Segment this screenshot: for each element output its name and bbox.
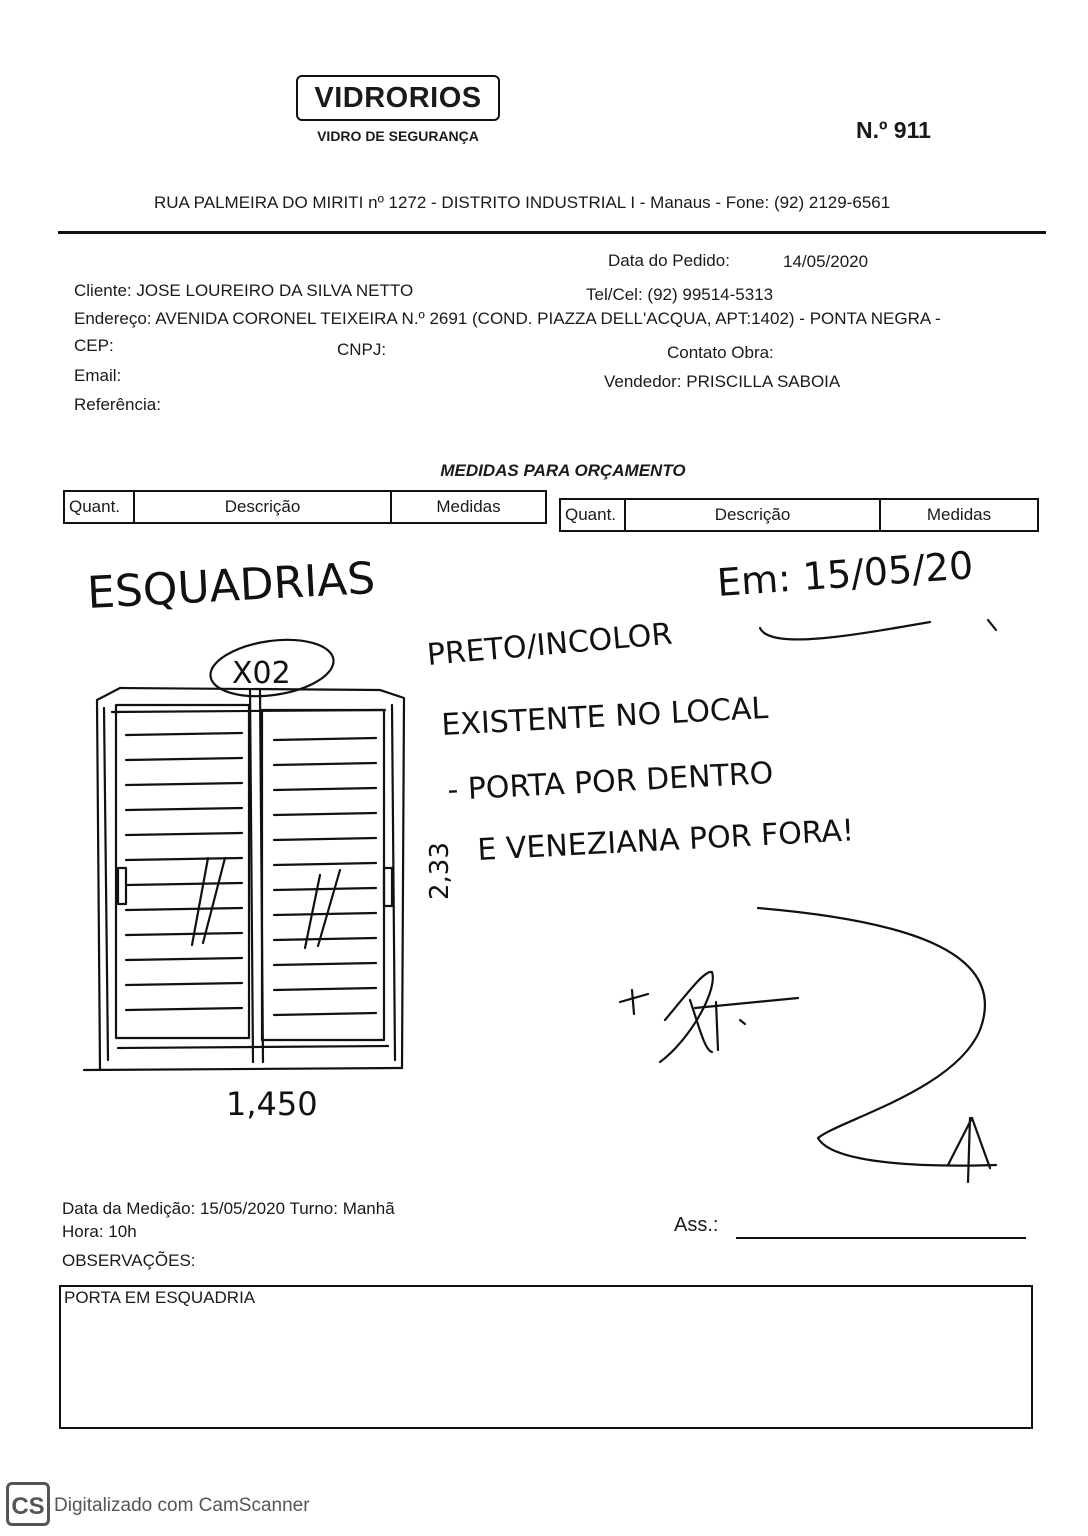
company-logo: VIDRORIOS: [296, 75, 500, 121]
section-title: MEDIDAS PARA ORÇAMENTO: [440, 461, 686, 480]
col-quant: Quant.: [64, 491, 134, 523]
company-address: RUA PALMEIRA DO MIRITI nº 1272 - DISTRITO INDUSTRIAL I - Manaus - Fone: (92) 2129-6561: [154, 193, 891, 212]
hw-note-line3: - PORTA POR DENTRO: [446, 755, 775, 808]
reference: Referência:: [74, 395, 161, 414]
hw-note-line1: PRETO/INCOLOR: [425, 616, 674, 673]
col-quant: Quant.: [560, 499, 625, 531]
camscanner-watermark: Digitalizado com CamScanner: [54, 1495, 310, 1516]
order-number: N.º 911: [856, 117, 931, 143]
observations-text: PORTA EM ESQUADRIA: [64, 1288, 256, 1307]
observations-label: OBSERVAÇÕES:: [62, 1251, 196, 1270]
client-cep: CEP:: [74, 336, 114, 355]
signature-label: Ass.:: [674, 1214, 719, 1236]
hw-heading: ESQUADRIAS: [85, 552, 377, 619]
observations-box: [59, 1285, 1033, 1429]
hw-date-note: Em: 15/05/20: [715, 543, 975, 605]
client-phone: Tel/Cel: (92) 99514-5313: [586, 285, 774, 304]
hw-note-line4: E VENEZIANA POR FORA!: [476, 813, 855, 868]
hw-note-line2: EXISTENTE NO LOCAL: [440, 690, 769, 743]
louver-slats-right: [274, 738, 376, 1015]
hw-height: 2,33: [425, 842, 455, 900]
col-medidas: Medidas: [880, 499, 1038, 531]
order-date-label: Data do Pedido:: [608, 251, 730, 270]
col-descricao: Descrição: [134, 491, 391, 523]
camscanner-icon: CS: [6, 1482, 50, 1526]
signature-line: [736, 1237, 1026, 1239]
order-date: 14/05/2020: [783, 252, 869, 271]
measure-hour: Hora: 10h: [62, 1222, 137, 1241]
client-email: Email:: [74, 366, 122, 385]
client-name: Cliente: JOSE LOUREIRO DA SILVA NETTO: [74, 281, 414, 300]
louver-slats-left: [126, 733, 242, 1010]
col-medidas: Medidas: [391, 491, 546, 523]
client-address: Endereço: AVENIDA CORONEL TEIXEIRA N.º 2691 (COND. PIAZZA DELL'ACQUA, APT:1402) - PONTA NEGRA -: [74, 309, 941, 328]
company-tagline: VIDRO DE SEGURANÇA: [317, 128, 479, 144]
client-cnpj: CNPJ:: [337, 340, 387, 359]
measure-date: Data da Medição: 15/05/2020 Turno: Manhã: [62, 1199, 395, 1218]
col-descricao: Descrição: [625, 499, 880, 531]
site-contact: Contato Obra:: [667, 343, 774, 362]
hw-quantity-note: X02: [232, 656, 291, 691]
seller: Vendedor: PRISCILLA SABOIA: [604, 372, 841, 391]
hw-width: 1,450: [226, 1085, 318, 1123]
